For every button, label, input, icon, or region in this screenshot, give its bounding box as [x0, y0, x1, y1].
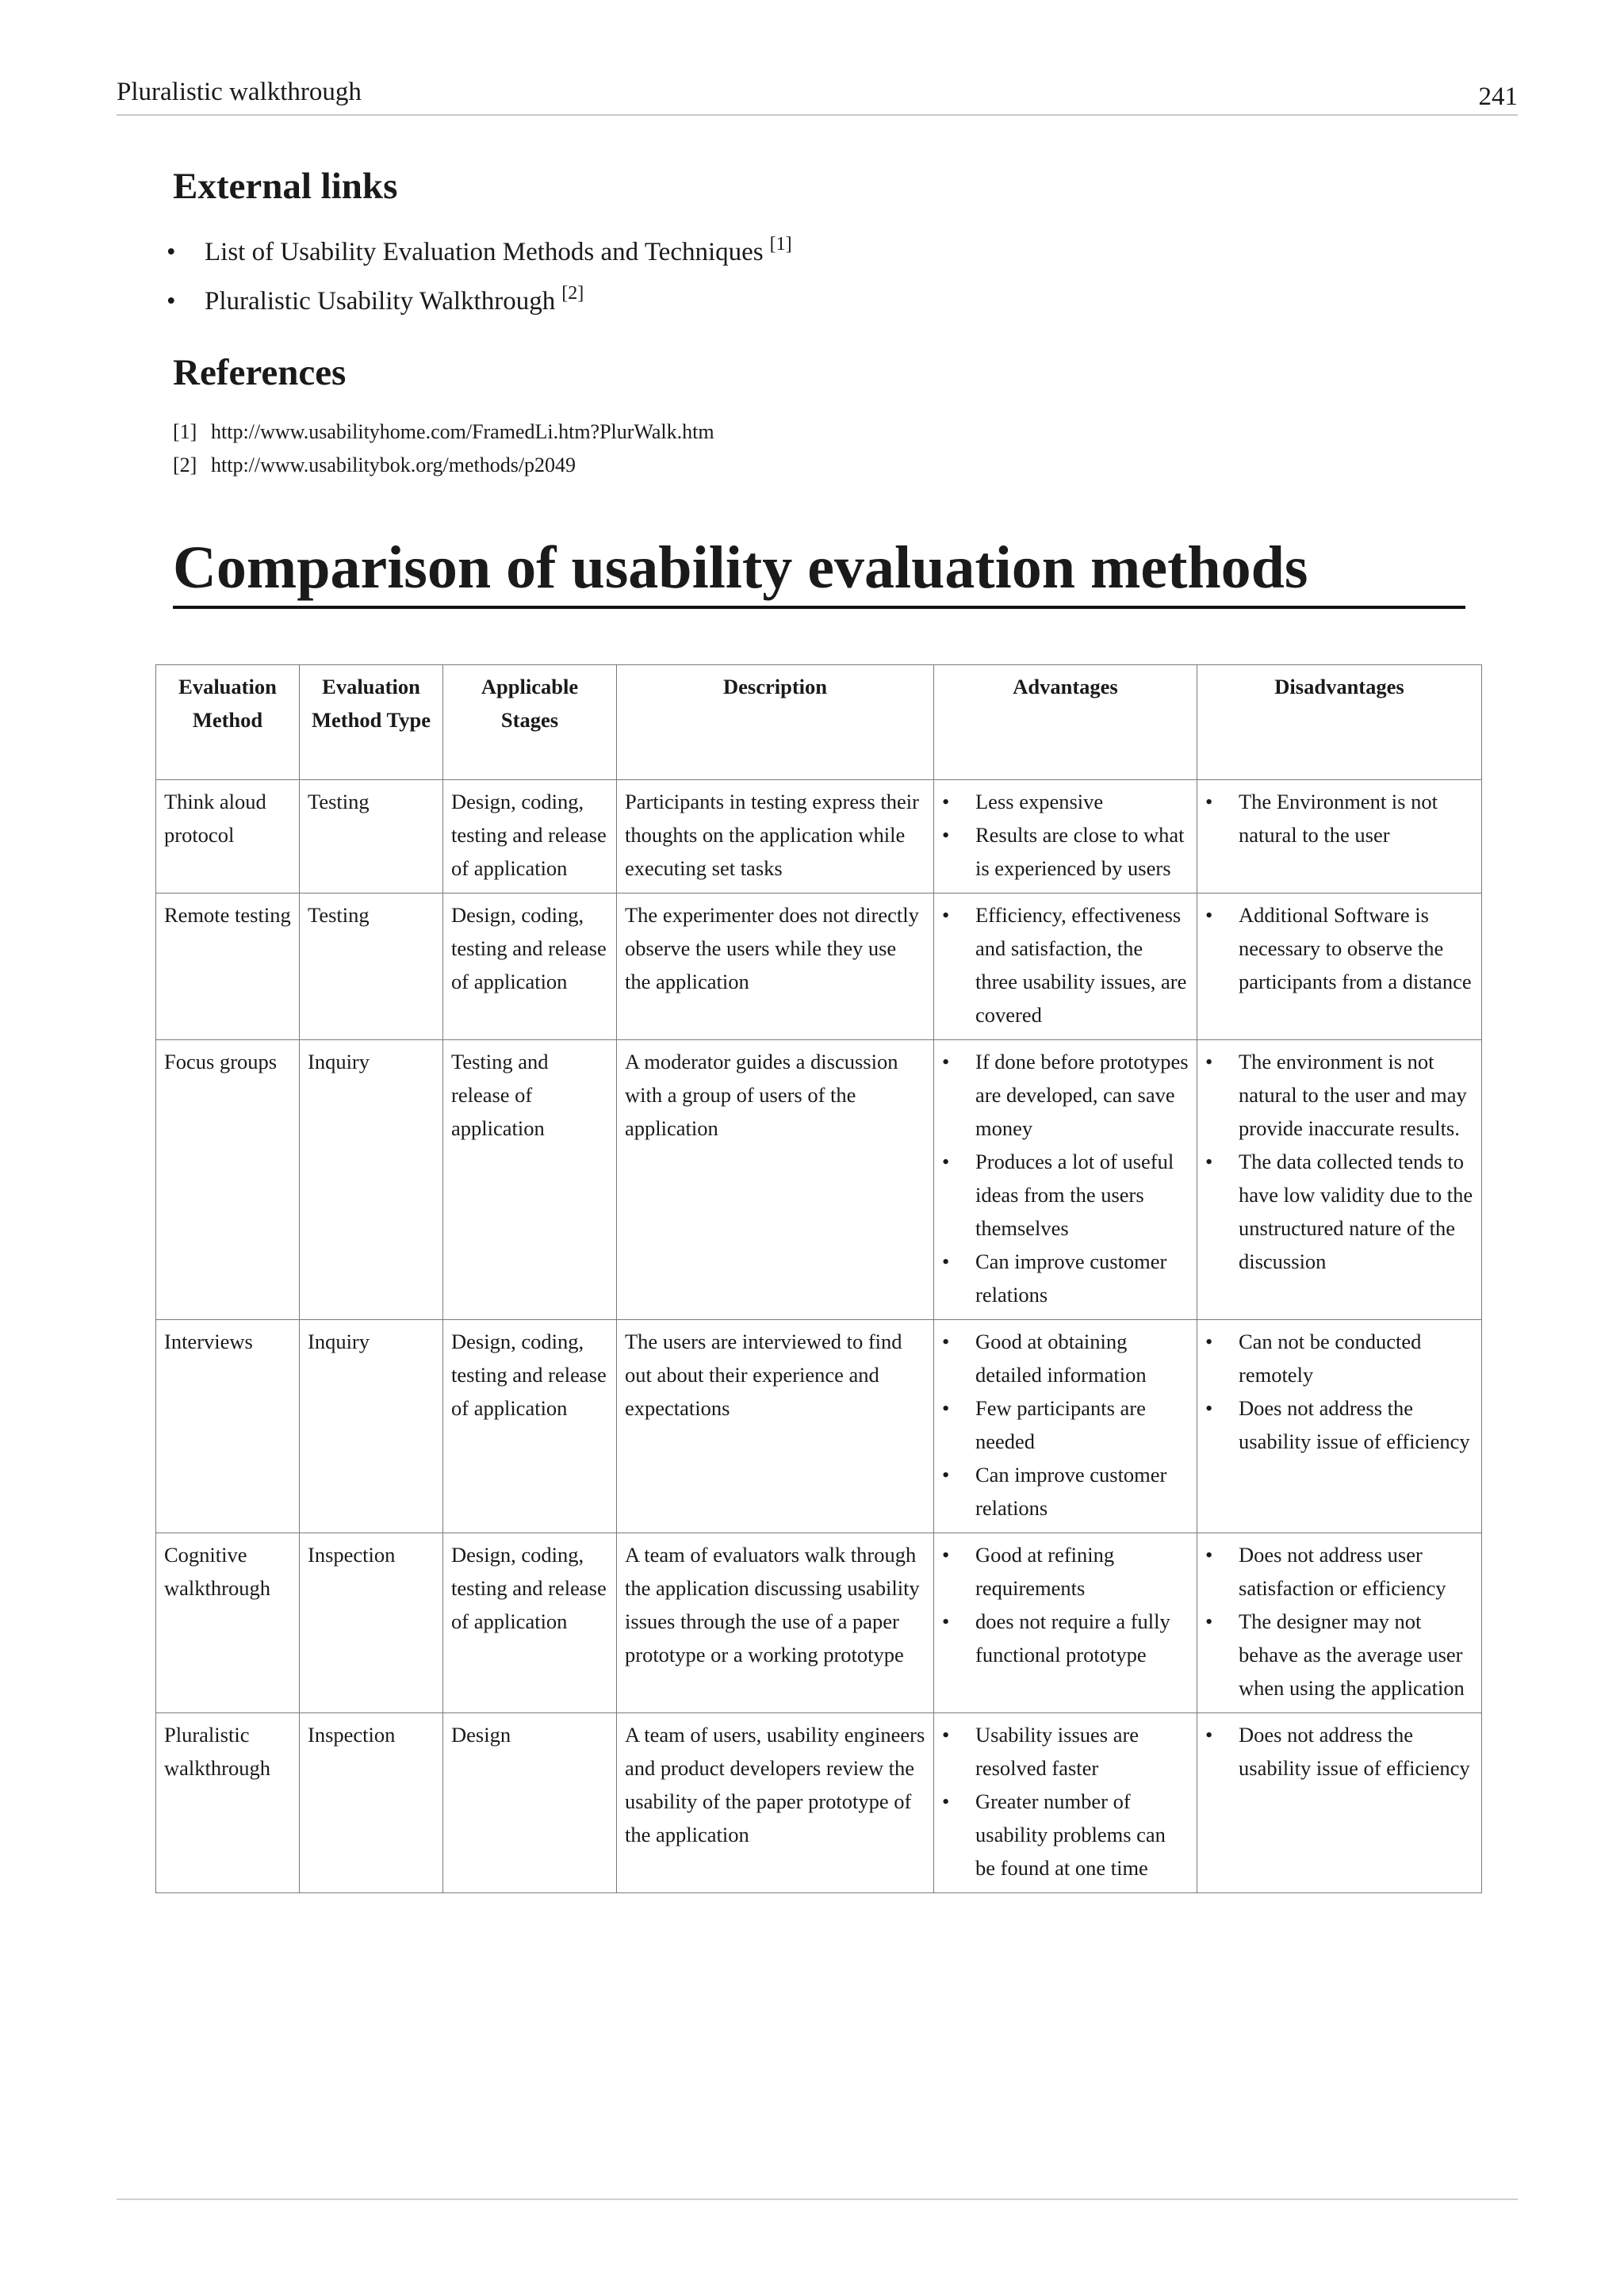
disadvantage-item: • The Environment is not natural to the user	[1205, 785, 1473, 851]
stages-cell: Design, coding, testing and release of application	[443, 780, 617, 894]
column-header: Description	[617, 665, 934, 780]
disadvantages-list	[1205, 785, 1473, 851]
footer-rule	[117, 2198, 1518, 2200]
description-cell: The experimenter does not directly observe the users while they use the application	[617, 894, 934, 1040]
advantages-cell	[934, 780, 1197, 894]
external-links-heading: External links	[173, 166, 398, 207]
advantage-item: • Efficiency, effectiveness and satisfaction, the three usability issues, are covered	[942, 898, 1189, 1031]
type-cell: Inspection	[300, 1713, 443, 1893]
reference-number: [1]	[173, 420, 197, 443]
disadvantage-item: • Can not be conducted remotely	[1205, 1325, 1473, 1391]
reference-item	[173, 415, 714, 449]
disadvantages-list	[1205, 1325, 1473, 1458]
reference-url[interactable]: http://www.usabilitybok.org/methods/p2049	[211, 453, 576, 476]
page-number: 241	[1478, 82, 1518, 111]
method-cell: Focus groups	[156, 1040, 300, 1320]
stages-cell: Design, coding, testing and release of application	[443, 894, 617, 1040]
disadvantage-item: • Does not address the usability issue of efficiency	[1205, 1391, 1473, 1458]
advantages-list	[942, 1538, 1189, 1671]
external-link[interactable]: List of Usability Evaluation Methods and Techniques	[205, 238, 764, 266]
advantages-list	[942, 898, 1189, 1031]
advantages-cell	[934, 1320, 1197, 1533]
reference-url[interactable]: http://www.usabilityhome.com/FramedLi.htm?PlurWalk.htm	[211, 420, 714, 443]
advantage-item: • Greater number of usability problems can be found at one time	[942, 1785, 1189, 1885]
advantages-cell	[934, 1040, 1197, 1320]
disadvantages-cell	[1197, 1713, 1482, 1893]
column-header: Disadvantages	[1197, 665, 1482, 780]
table-row	[156, 780, 1482, 894]
description-cell: A team of users, usability engineers and product developers review the usability of the paper prototype of the application	[617, 1713, 934, 1893]
external-link-item	[167, 224, 792, 273]
table-row	[156, 1713, 1482, 1893]
disadvantage-item: • The environment is not natural to the user and may provide inaccurate results.	[1205, 1045, 1473, 1145]
advantage-item: • Few participants are needed	[942, 1391, 1189, 1458]
advantage-item: • Produces a lot of useful ideas from the users themselves	[942, 1145, 1189, 1245]
reference-number: [2]	[173, 453, 197, 476]
stages-cell: Design, coding, testing and release of application	[443, 1533, 617, 1713]
disadvantage-item: • Does not address user satisfaction or efficiency	[1205, 1538, 1473, 1605]
running-header	[117, 78, 1518, 116]
reference-item	[173, 449, 714, 482]
table-body	[156, 780, 1482, 1893]
citation-marker[interactable]: [2]	[561, 283, 584, 304]
external-links-list	[167, 224, 792, 322]
comparison-table	[155, 664, 1482, 1893]
type-cell: Inquiry	[300, 1040, 443, 1320]
disadvantages-list	[1205, 898, 1473, 998]
method-cell: Remote testing	[156, 894, 300, 1040]
disadvantages-cell	[1197, 780, 1482, 894]
type-cell: Testing	[300, 894, 443, 1040]
disadvantages-cell	[1197, 1040, 1482, 1320]
description-cell: Participants in testing express their thoughts on the application while executing set tasks	[617, 780, 934, 894]
advantage-item: • Usability issues are resolved faster	[942, 1718, 1189, 1785]
advantage-item: • Can improve customer relations	[942, 1458, 1189, 1525]
citation-marker[interactable]: [1]	[769, 234, 792, 254]
disadvantage-item: • Does not address the usability issue of efficiency	[1205, 1718, 1473, 1785]
table-row	[156, 1040, 1482, 1320]
column-header: Advantages	[934, 665, 1197, 780]
disadvantages-cell	[1197, 894, 1482, 1040]
type-cell: Inspection	[300, 1533, 443, 1713]
advantages-cell	[934, 1533, 1197, 1713]
stages-cell: Design	[443, 1713, 617, 1893]
advantage-item: • Can improve customer relations	[942, 1245, 1189, 1311]
running-title: Pluralistic walkthrough	[117, 78, 362, 106]
references-heading: References	[173, 352, 347, 393]
advantages-list	[942, 1325, 1189, 1525]
method-cell: Cognitive walkthrough	[156, 1533, 300, 1713]
disadvantages-list	[1205, 1538, 1473, 1705]
method-cell: Think aloud protocol	[156, 780, 300, 894]
advantage-item: • does not require a fully functional prototype	[942, 1605, 1189, 1671]
disadvantages-cell	[1197, 1533, 1482, 1713]
external-link-item	[167, 273, 792, 322]
disadvantage-item: • The data collected tends to have low validity due to the unstructured nature of the discussion	[1205, 1145, 1473, 1278]
table-header	[156, 665, 1482, 780]
description-cell: A team of evaluators walk through the application discussing usability issues through the use of a paper prototype or a working prototype	[617, 1533, 934, 1713]
stages-cell: Testing and release of application	[443, 1040, 617, 1320]
column-header: Evaluation Method	[156, 665, 300, 780]
stages-cell: Design, coding, testing and release of application	[443, 1320, 617, 1533]
advantages-list	[942, 1045, 1189, 1311]
references-list	[173, 415, 714, 482]
description-cell: A moderator guides a discussion with a group of users of the application	[617, 1040, 934, 1320]
advantage-item: • Less expensive	[942, 785, 1189, 818]
table-row	[156, 1533, 1482, 1713]
advantage-item: • Results are close to what is experienced by users	[942, 818, 1189, 885]
advantage-item: • Good at obtaining detailed information	[942, 1325, 1189, 1391]
table-row	[156, 1320, 1482, 1533]
bullet: •	[167, 238, 176, 266]
chapter-title: Comparison of usability evaluation methods	[173, 530, 1465, 609]
table-header-row	[156, 665, 1482, 780]
bullet: •	[167, 287, 176, 316]
method-cell: Interviews	[156, 1320, 300, 1533]
type-cell: Testing	[300, 780, 443, 894]
disadvantages-list	[1205, 1045, 1473, 1278]
disadvantage-item: • Additional Software is necessary to observe the participants from a distance	[1205, 898, 1473, 998]
advantage-item: • If done before prototypes are developed, can save money	[942, 1045, 1189, 1145]
column-header: Applicable Stages	[443, 665, 617, 780]
type-cell: Inquiry	[300, 1320, 443, 1533]
external-link[interactable]: Pluralistic Usability Walkthrough	[205, 287, 556, 316]
description-cell: The users are interviewed to find out about their experience and expectations	[617, 1320, 934, 1533]
advantages-list	[942, 785, 1189, 885]
advantages-list	[942, 1718, 1189, 1885]
advantages-cell	[934, 1713, 1197, 1893]
disadvantage-item: • The designer may not behave as the average user when using the application	[1205, 1605, 1473, 1705]
disadvantages-list	[1205, 1718, 1473, 1785]
table-row	[156, 894, 1482, 1040]
advantage-item: • Good at refining requirements	[942, 1538, 1189, 1605]
column-header: Evaluation Method Type	[300, 665, 443, 780]
advantages-cell	[934, 894, 1197, 1040]
disadvantages-cell	[1197, 1320, 1482, 1533]
method-cell: Pluralistic walkthrough	[156, 1713, 300, 1893]
